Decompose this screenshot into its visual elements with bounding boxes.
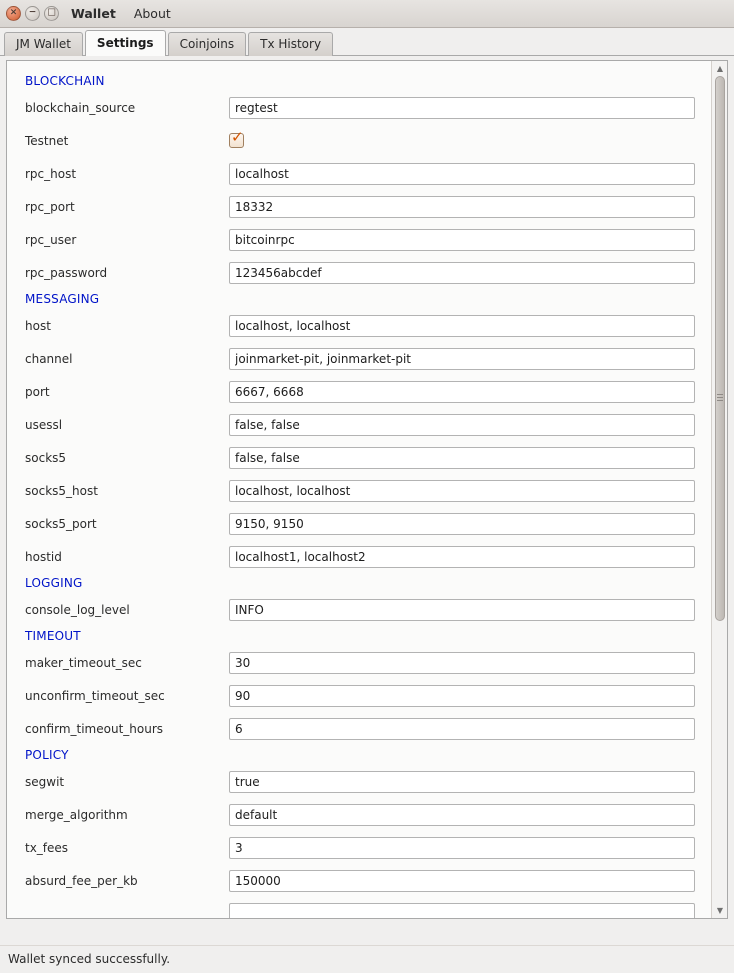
rpc-user-input[interactable] <box>229 229 695 251</box>
setting-field <box>229 196 695 218</box>
setting-row-rpc-user <box>7 223 711 256</box>
menu-item-about[interactable]: About <box>133 6 171 21</box>
merge-algorithm-input[interactable] <box>229 804 695 826</box>
setting-label: unconfirm_timeout_sec <box>25 688 165 703</box>
host-input[interactable] <box>229 315 695 337</box>
section-heading-messaging: MESSAGING <box>25 292 100 306</box>
setting-field <box>229 381 695 403</box>
setting-row-port <box>7 375 711 408</box>
socks5-host-input[interactable] <box>229 480 695 502</box>
setting-field <box>229 804 695 826</box>
tx-fees-input[interactable] <box>229 837 695 859</box>
setting-field <box>229 771 695 793</box>
setting-label: port <box>25 384 50 399</box>
setting-field <box>229 128 695 148</box>
setting-label: console_log_level <box>25 602 130 617</box>
rpc-port-input[interactable] <box>229 196 695 218</box>
tab-bar <box>0 28 734 56</box>
unconfirm-timeout-sec-input[interactable] <box>229 685 695 707</box>
scroll-down-arrow-icon[interactable]: ▼ <box>716 906 724 915</box>
setting-label: tx_fees <box>25 840 69 855</box>
setting-row-host <box>7 309 711 342</box>
setting-field <box>229 163 695 185</box>
rpc-host-input[interactable] <box>229 163 695 185</box>
setting-label: maker_timeout_sec <box>25 655 142 670</box>
settings-panel <box>6 60 728 919</box>
checkmark-icon: ✓ <box>231 128 244 146</box>
maximize-window-button[interactable]: □ <box>44 6 59 21</box>
setting-field <box>229 718 695 740</box>
setting-row-console-log-level <box>7 593 711 626</box>
rpc-password-input[interactable] <box>229 262 695 284</box>
confirm-timeout-hours-input[interactable] <box>229 718 695 740</box>
menu-item-wallet[interactable]: Wallet <box>71 6 116 21</box>
scrollbar-grip-icon <box>717 394 723 403</box>
setting-label: host <box>25 318 51 333</box>
socks5-port-input[interactable] <box>229 513 695 535</box>
status-bar: Wallet synced successfully. <box>0 945 734 972</box>
setting-label: socks5_port <box>25 516 97 531</box>
setting-field <box>229 685 695 707</box>
setting-field <box>229 447 695 469</box>
setting-field <box>229 414 695 436</box>
title-bar <box>0 0 734 28</box>
section-heading-blockchain: BLOCKCHAIN <box>25 74 105 88</box>
setting-row-rpc-port <box>7 190 711 223</box>
setting-field <box>229 229 695 251</box>
setting-row-confirm-timeout-hours <box>7 712 711 745</box>
scrollbar-track[interactable] <box>712 76 727 903</box>
setting-field <box>229 652 695 674</box>
scrollbar-thumb[interactable] <box>715 76 725 621</box>
setting-field <box>229 513 695 535</box>
menu-bar <box>69 4 173 23</box>
setting-row-rpc-password <box>7 256 711 289</box>
setting-row-socks5-host <box>7 474 711 507</box>
setting-label: rpc_user <box>25 232 77 247</box>
setting-label: absurd_fee_per_kb <box>25 873 138 888</box>
setting-label: channel <box>25 351 73 366</box>
tab-settings[interactable]: Settings <box>85 30 166 56</box>
window-controls <box>6 6 59 21</box>
setting-label: usessl <box>25 417 63 432</box>
hostid-input[interactable] <box>229 546 695 568</box>
setting-label: socks5_host <box>25 483 98 498</box>
setting-row-unconfirm-timeout-sec <box>7 679 711 712</box>
settings-list <box>7 61 711 918</box>
setting-field <box>229 837 695 859</box>
setting-label: segwit <box>25 774 65 789</box>
setting-label: rpc_password <box>25 265 108 280</box>
setting-field <box>229 262 695 284</box>
setting-row-testnet <box>7 124 711 157</box>
setting-row-tx-fees <box>7 831 711 864</box>
setting-row-partial <box>7 897 711 918</box>
console-log-level-input[interactable] <box>229 599 695 621</box>
section-heading-timeout: TIMEOUT <box>25 629 81 643</box>
setting-row-hostid <box>7 540 711 573</box>
setting-row-usessl <box>7 408 711 441</box>
tab-jm-wallet[interactable]: JM Wallet <box>4 32 83 56</box>
setting-field <box>229 97 695 119</box>
section-heading-policy: POLICY <box>25 748 69 762</box>
section-heading-logging: LOGGING <box>25 576 83 590</box>
close-window-button[interactable]: × <box>6 6 21 21</box>
maker-timeout-sec-input[interactable] <box>229 652 695 674</box>
absurd-fee-per-kb-input[interactable] <box>229 870 695 892</box>
setting-label: Testnet <box>25 133 69 148</box>
setting-field <box>229 599 695 621</box>
setting-label: rpc_port <box>25 199 75 214</box>
channel-input[interactable] <box>229 348 695 370</box>
setting-field <box>229 480 695 502</box>
segwit-input[interactable] <box>229 771 695 793</box>
socks5-input[interactable] <box>229 447 695 469</box>
tab-tx-history[interactable]: Tx History <box>248 32 333 56</box>
setting-label: merge_algorithm <box>25 807 128 822</box>
setting-row-maker-timeout-sec <box>7 646 711 679</box>
setting-label: blockchain_source <box>25 100 136 115</box>
setting-row-absurd-fee-per-kb <box>7 864 711 897</box>
setting-row-blockchain-source <box>7 91 711 124</box>
tab-coinjoins[interactable]: Coinjoins <box>168 32 247 56</box>
setting-row-channel <box>7 342 711 375</box>
setting-field <box>229 546 695 568</box>
setting-label: hostid <box>25 549 62 564</box>
content-area <box>0 56 734 945</box>
partial-row-input[interactable] <box>229 903 695 919</box>
setting-field <box>229 870 695 892</box>
setting-row-rpc-host <box>7 157 711 190</box>
port-input[interactable] <box>229 381 695 403</box>
blockchain-source-input[interactable] <box>229 97 695 119</box>
setting-field <box>229 903 695 919</box>
minimize-window-button[interactable]: − <box>25 6 40 21</box>
setting-row-segwit <box>7 765 711 798</box>
setting-row-socks5 <box>7 441 711 474</box>
usessl-input[interactable] <box>229 414 695 436</box>
setting-label: socks5 <box>25 450 67 465</box>
setting-label: confirm_timeout_hours <box>25 721 164 736</box>
scroll-up-arrow-icon[interactable]: ▲ <box>716 64 724 73</box>
testnet-checkbox[interactable] <box>229 128 244 148</box>
setting-field <box>229 348 695 370</box>
setting-row-merge-algorithm <box>7 798 711 831</box>
setting-row-socks5-port <box>7 507 711 540</box>
setting-field <box>229 315 695 337</box>
setting-label: rpc_host <box>25 166 77 181</box>
vertical-scrollbar[interactable] <box>711 61 727 918</box>
